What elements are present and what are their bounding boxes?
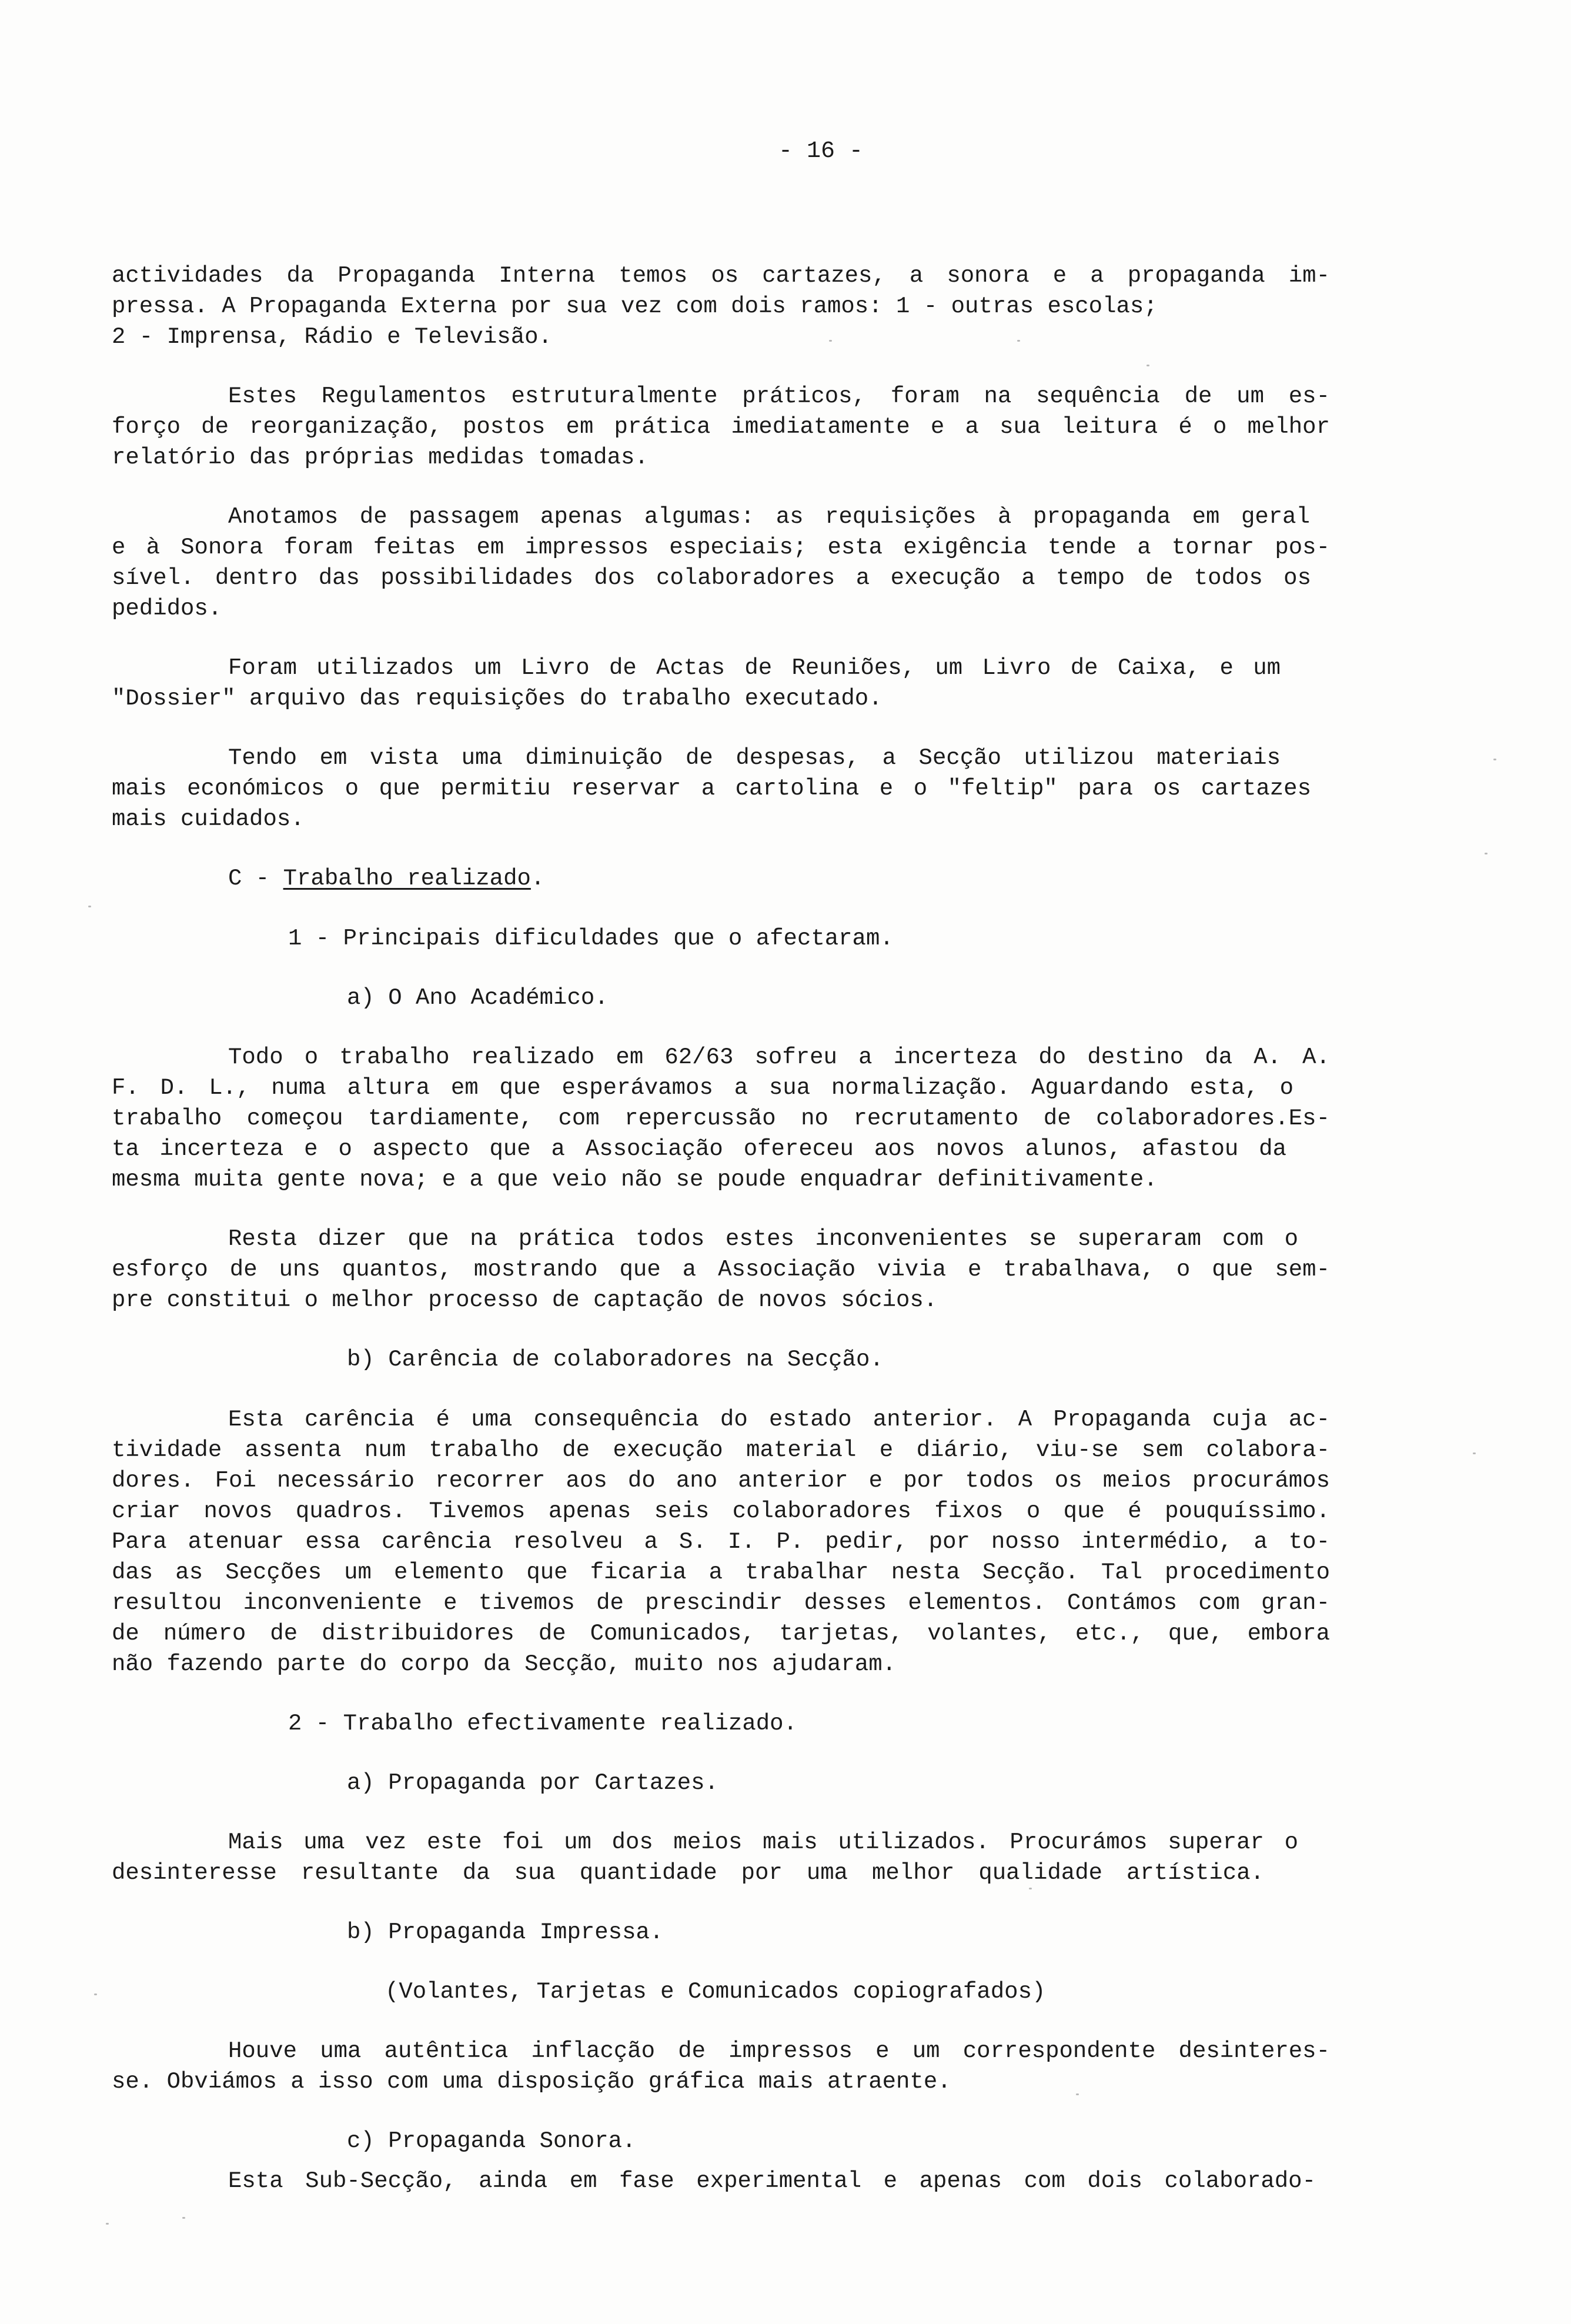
text-line: Esta Sub-Secção, ainda em fase experimental e apenas com dois colaborado- — [228, 2168, 1316, 2194]
text-line: trabalho começou tardiamente, com repercussão no recrutamento de colaboradores.Es- — [112, 1106, 1330, 1131]
text-line: das as Secções um elemento que ficaria a trabalhar nesta Secção. Tal procedimento — [112, 1560, 1330, 1585]
text-line: de número de distribuidores de Comunicados, tarjetas, volantes, etc., que, embora — [112, 1621, 1330, 1647]
text-line: Tendo em vista uma diminuição de despesas, a Secção utilizou materiais — [228, 745, 1281, 771]
section-title: Trabalho realizado — [283, 866, 531, 891]
text-line: e à Sonora foram feitas em impressos especiais; esta exigência tende a tornar pos- — [112, 535, 1330, 560]
text-line: se. Obviámos a isso com uma disposição gráfica mais atraente. — [112, 2069, 951, 2095]
text-line: dores. Foi necessário recorrer aos do ano anterior e por todos os meios procurámos — [112, 1468, 1330, 1494]
text-line: pressa. A Propaganda Externa por sua vez com dois ramos: 1 - outras escolas; — [112, 293, 1158, 319]
text-line: Mais uma vez este foi um dos meios mais utilizados. Procurámos superar o — [228, 1829, 1298, 1855]
scan-speck — [1473, 1452, 1476, 1454]
scan-speck — [1493, 759, 1496, 760]
item-heading: b) Propaganda Impressa. — [347, 1919, 664, 1945]
item-heading: c) Propaganda Sonora. — [347, 2128, 636, 2154]
scan-speck — [182, 2217, 185, 2219]
page-number: - 16 - — [778, 138, 864, 165]
text-line: actividades da Propaganda Interna temos os cartazes, a sonora e a propaganda im- — [112, 263, 1330, 289]
scan-speck — [1076, 2093, 1079, 2095]
text-line: desinteresse resultante da sua quantidade por uma melhor qualidade artística. — [112, 1860, 1264, 1886]
text-line: 2 - Imprensa, Rádio e Televisão. — [112, 324, 552, 350]
text-line: tividade assenta num trabalho de execução material e diário, viu-se sem colabora- — [112, 1437, 1330, 1463]
text-line: "Dossier" arquivo das requisições do trabalho executado. — [112, 686, 883, 712]
text-line: pre constitui o melhor processo de captação de novos sócios. — [112, 1287, 938, 1313]
text-line: Esta carência é uma consequência do estado anterior. A Propaganda cuja ac- — [228, 1407, 1330, 1433]
text-line: F. D. L., numa altura em que esperávamos a sua normalização. Aguardando esta, o — [112, 1075, 1293, 1101]
text-line: relatório das próprias medidas tomadas. — [112, 445, 649, 470]
text-line: resultou inconveniente e tivemos de prescindir desses elementos. Contámos com gran- — [112, 1590, 1330, 1616]
scan-speck — [1147, 365, 1149, 366]
text-line: Todo o trabalho realizado em 62/63 sofreu a incerteza do destino da A. A. — [228, 1044, 1330, 1070]
scan-speck — [106, 2223, 109, 2225]
section-label: C - — [228, 866, 283, 891]
text-line: sível. dentro das possibilidades dos colaboradores a execução a tempo de todos os — [112, 565, 1311, 591]
item-heading: a) Propaganda por Cartazes. — [347, 1770, 718, 1796]
text-line: Foram utilizados um Livro de Actas de Reuniões, um Livro de Caixa, e um — [228, 655, 1281, 681]
scan-speck — [1017, 340, 1020, 342]
subsection-heading: 2 - Trabalho efectivamente realizado. — [288, 1711, 797, 1737]
text-line: mais económicos o que permitiu reservar a cartolina e o "feltip" para os cartazes — [112, 776, 1311, 802]
scan-speck — [1485, 853, 1488, 854]
subsection-heading: 1 - Principais dificuldades que o afectaram. — [288, 926, 894, 951]
text-line: Resta dizer que na prática todos estes inconvenientes se superaram com o — [228, 1226, 1298, 1252]
text-line: Para atenuar essa carência resolveu a S. I. P. pedir, por nosso intermédio, a to- — [112, 1529, 1330, 1555]
scan-speck — [94, 1994, 97, 1995]
text-line: pedidos. — [112, 596, 222, 622]
text-line: forço de reorganização, postos em prática imediatamente e a sua leitura é o melhor — [112, 414, 1330, 440]
text-line: Houve uma autêntica inflacção de impressos e um correspondente desinteres- — [228, 2038, 1330, 2064]
scan-speck — [1029, 1888, 1032, 1889]
scan-speck — [829, 340, 832, 342]
item-heading: a) O Ano Académico. — [347, 985, 609, 1011]
text-line: criar novos quadros. Tivemos apenas seis colaboradores fixos o que é pouquíssimo. — [112, 1498, 1330, 1524]
section-period: . — [530, 866, 545, 891]
text-line: Anotamos de passagem apenas algumas: as requisições à propaganda em geral — [228, 504, 1310, 530]
text-line: não fazendo parte do corpo da Secção, muito nos ajudaram. — [112, 1651, 897, 1677]
text-line: mesma muita gente nova; e a que veio não se poude enquadrar definitivamente. — [112, 1167, 1158, 1193]
scan-speck — [88, 906, 91, 907]
text-line: esforço de uns quantos, mostrando que a Associação vivia e trabalhava, o que sem- — [112, 1257, 1330, 1283]
item-heading: b) Carência de colaboradores na Secção. — [347, 1347, 884, 1373]
text-line: ta incerteza e o aspecto que a Associação ofereceu aos novos alunos, afastou da — [112, 1136, 1286, 1162]
section-heading — [228, 863, 544, 894]
text-line: Estes Regulamentos estruturalmente práticos, foram na sequência de um es- — [228, 383, 1330, 409]
parenthetical-note: (Volantes, Tarjetas e Comunicados copiografados) — [385, 1979, 1046, 2005]
text-line: mais cuidados. — [112, 806, 305, 832]
